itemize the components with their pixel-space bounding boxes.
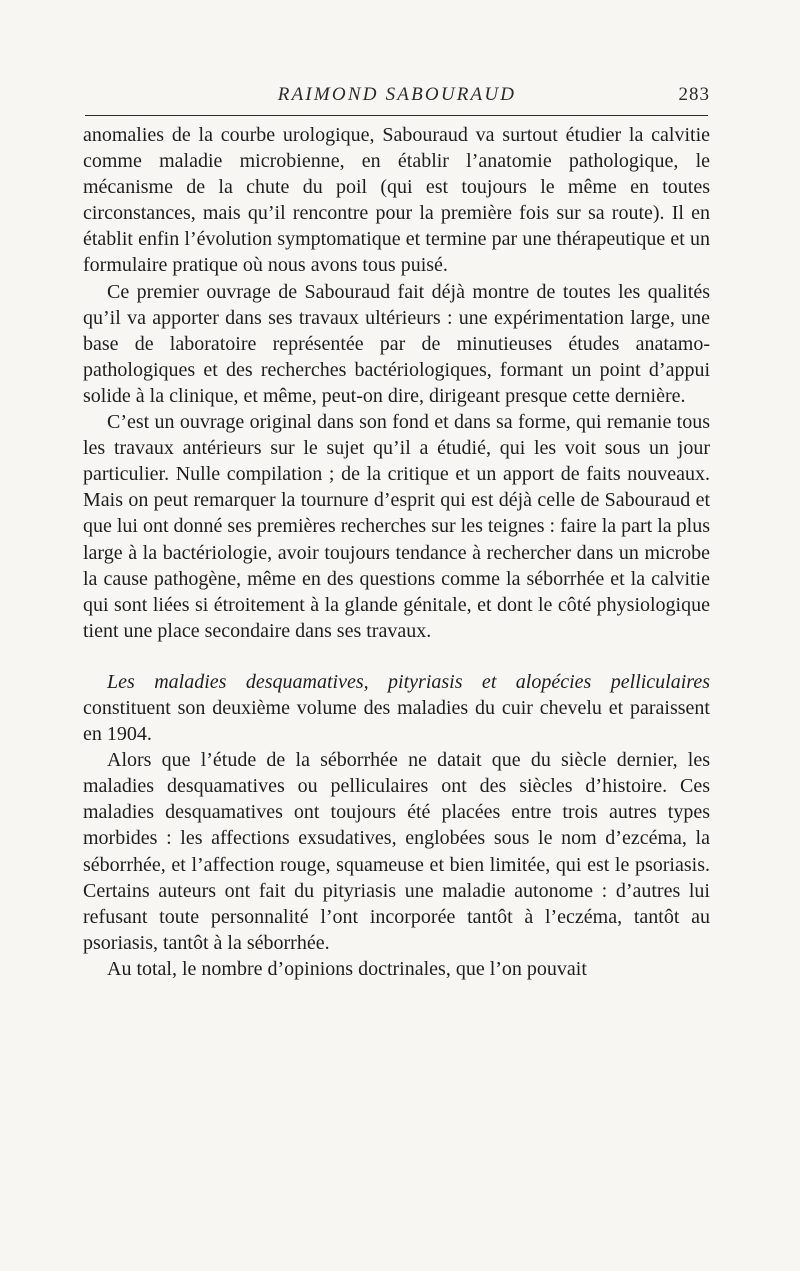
paragraph-2: Ce premier ouvrage de Sabouraud fait déjà montre de toutes les qualités qu’il va apporter dans ses travaux ultérieurs : une expérimentation large, une base de laboratoire représentée par de minutieuses études anatamo-pathologiques et des recherches bactériologiques, formant un point d’appui solide à la clinique, et même, peut-on dire, dirigeant presque cette dernière. [83,280,710,407]
paragraph-4-text: constituent son deuxième volume des maladies du cuir chevelu et paraissent en 1904. [83,696,710,746]
paragraph-5: Alors que l’étude de la séborrhée ne datait que du siècle dernier, les maladies desquamatives ou pelliculaires ont des siècles d’histoire. Ces maladies desquamatives ont toujours été placées entre trois autres types morbides : les affections exsudatives, englobées sous le nom d’ezcéma, la séborrhée, et l’affection rouge, squameuse et bien limitée, qui est le psoriasis. Certains auteurs ont fait du pityriasis une maladie autonome : d’autres lui refusant toute personnalité l’ont incorporée tantôt à l’eczéma, tantôt au psoriasis, tantôt à la séborrhée. [83,749,710,954]
page-number: 283 [678,84,710,105]
running-head [84,84,710,114]
paragraph-4 [83,669,710,747]
paragraph-6: Au total, le nombre d’opinions doctrinales, que l’on pouvait [107,957,587,980]
running-title: RAIMOND SABOURAUD [277,84,517,105]
paragraph-3: C’est un ouvrage original dans son fond et dans sa forme, qui remanie tous les travaux antérieurs sur le sujet qu’il a étudié, qui les voit sous un jour particulier. Nulle compilation ; de la critique et un apport de faits nouveaux. Mais on peut remarquer la tournure d’esprit qui est déjà celle de Sabouraud et que lui ont donné ses premières recherches sur les teignes : faire la part la plus large à la bactériologie, avoir toujours tendance à rechercher dans un microbe la cause pathogène, même en des questions comme la séborrhée et la calvitie qui sont liées si étroitement à la glande génitale, et dont le côté physiologique tient une place secondaire dans ses travaux. [83,411,711,642]
header-rule [85,115,708,116]
paragraph-1: anomalies de la courbe urologique, Sabouraud va surtout étudier la calvitie comme maladie microbienne, en établir l’anatomie pathologique, le mécanisme de la chute du poil (qui est toujours le même en toutes circonstances, mais qu’il rencontre pour la première fois sur sa route). Il en établit enfin l’évolution symptomatique et termine par une thérapeutique et un formulaire pratique où nous avons tous puisé. [83,124,710,277]
book-title: Les maladies desquamatives, pityriasis et alopécies pelliculaires [107,670,710,693]
body-text [83,122,710,982]
